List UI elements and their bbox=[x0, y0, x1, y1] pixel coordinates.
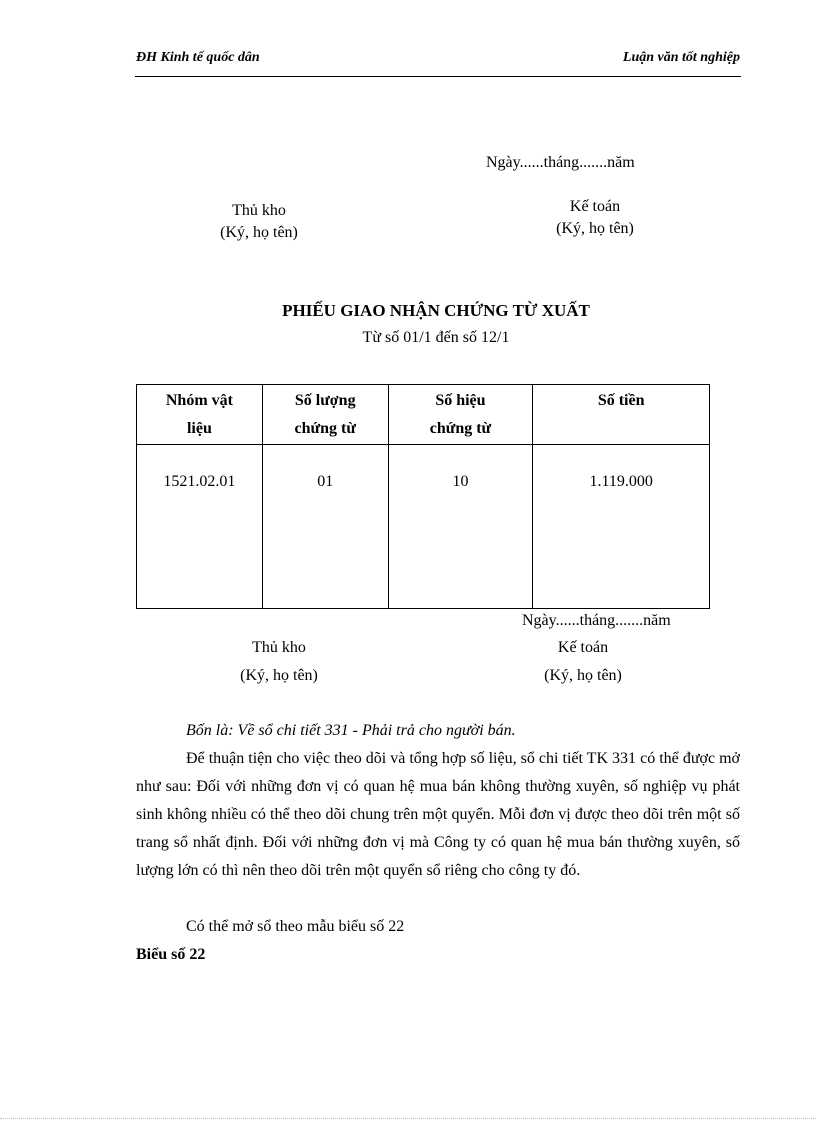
top-left-signature-role: Thủ kho bbox=[232, 202, 286, 219]
form-label: Biểu số 22 bbox=[136, 946, 206, 963]
bottom-right-signature-note: (Ký, họ tên) bbox=[544, 667, 622, 684]
top-right-signature-role: Kế toán bbox=[569, 198, 621, 215]
top-left-signature-note: (Ký, họ tên) bbox=[220, 224, 298, 241]
header-line: Nhóm vật bbox=[165, 392, 233, 409]
document-subtitle: Từ số 01/1 đến số 12/1 bbox=[362, 329, 510, 346]
cell-amount: 1.119.000 bbox=[533, 445, 710, 609]
body-paragraph: Để thuận tiện cho việc theo dõi và tổng hợp số liệu, sổ chi tiết TK 331 có thể được mở như sau: Đối với những đơn vị có quan hệ mua bán không thường xuyên, số nghiệp vụ phát sinh không nhiều có thể theo dõi chung trên một quyển. Mỗi đơn vị được theo dõi trên một số trang sổ nhất định. Đối với những đơn vị mà Công ty có quan hệ mua bán thường xuyên, số lượng lớn có thì nên theo dõi trên một quyển sổ riêng cho công ty đó. bbox=[136, 750, 740, 879]
header-divider bbox=[135, 76, 741, 77]
header-left: ĐH Kinh tế quốc dân bbox=[136, 50, 260, 65]
top-right-signature-note: (Ký, họ tên) bbox=[556, 220, 634, 237]
column-header-amount bbox=[533, 385, 710, 445]
column-header-voucher-number bbox=[388, 385, 533, 445]
bottom-date-line: Ngày......tháng.......năm bbox=[522, 612, 671, 629]
voucher-table bbox=[136, 384, 710, 609]
body-note: Có thể mở sổ theo mẫu biểu số 22 bbox=[186, 918, 405, 935]
page-bottom-divider bbox=[0, 1118, 816, 1119]
table-header-row bbox=[137, 385, 710, 445]
bottom-left-signature-note: (Ký, họ tên) bbox=[240, 667, 318, 684]
cell-voucher-count: 01 bbox=[262, 445, 388, 609]
table-row bbox=[137, 445, 710, 609]
header-line: Số lượng bbox=[294, 392, 356, 409]
section-heading: Bốn là: Về sổ chi tiết 331 - Phải trả cho người bán. bbox=[186, 722, 516, 739]
header-right: Luận văn tốt nghiệp bbox=[622, 50, 740, 65]
bottom-right-signature-role: Kế toán bbox=[557, 639, 609, 656]
cell-voucher-number: 10 bbox=[388, 445, 533, 609]
header-line: chứng từ bbox=[429, 420, 492, 437]
header-line: Số hiệu bbox=[435, 392, 486, 409]
header-line: chứng từ bbox=[294, 420, 356, 437]
bottom-left-signature-role: Thủ kho bbox=[252, 639, 306, 656]
column-header-material-group bbox=[137, 385, 263, 445]
header-line: liệu bbox=[186, 420, 212, 437]
header-line: Số tiền bbox=[597, 392, 645, 409]
column-header-voucher-count bbox=[262, 385, 388, 445]
cell-material-group: 1521.02.01 bbox=[137, 445, 263, 609]
top-date-line: Ngày......tháng.......năm bbox=[486, 154, 635, 171]
document-title: PHIẾU GIAO NHẬN CHỨNG TỪ XUẤT bbox=[282, 301, 590, 320]
